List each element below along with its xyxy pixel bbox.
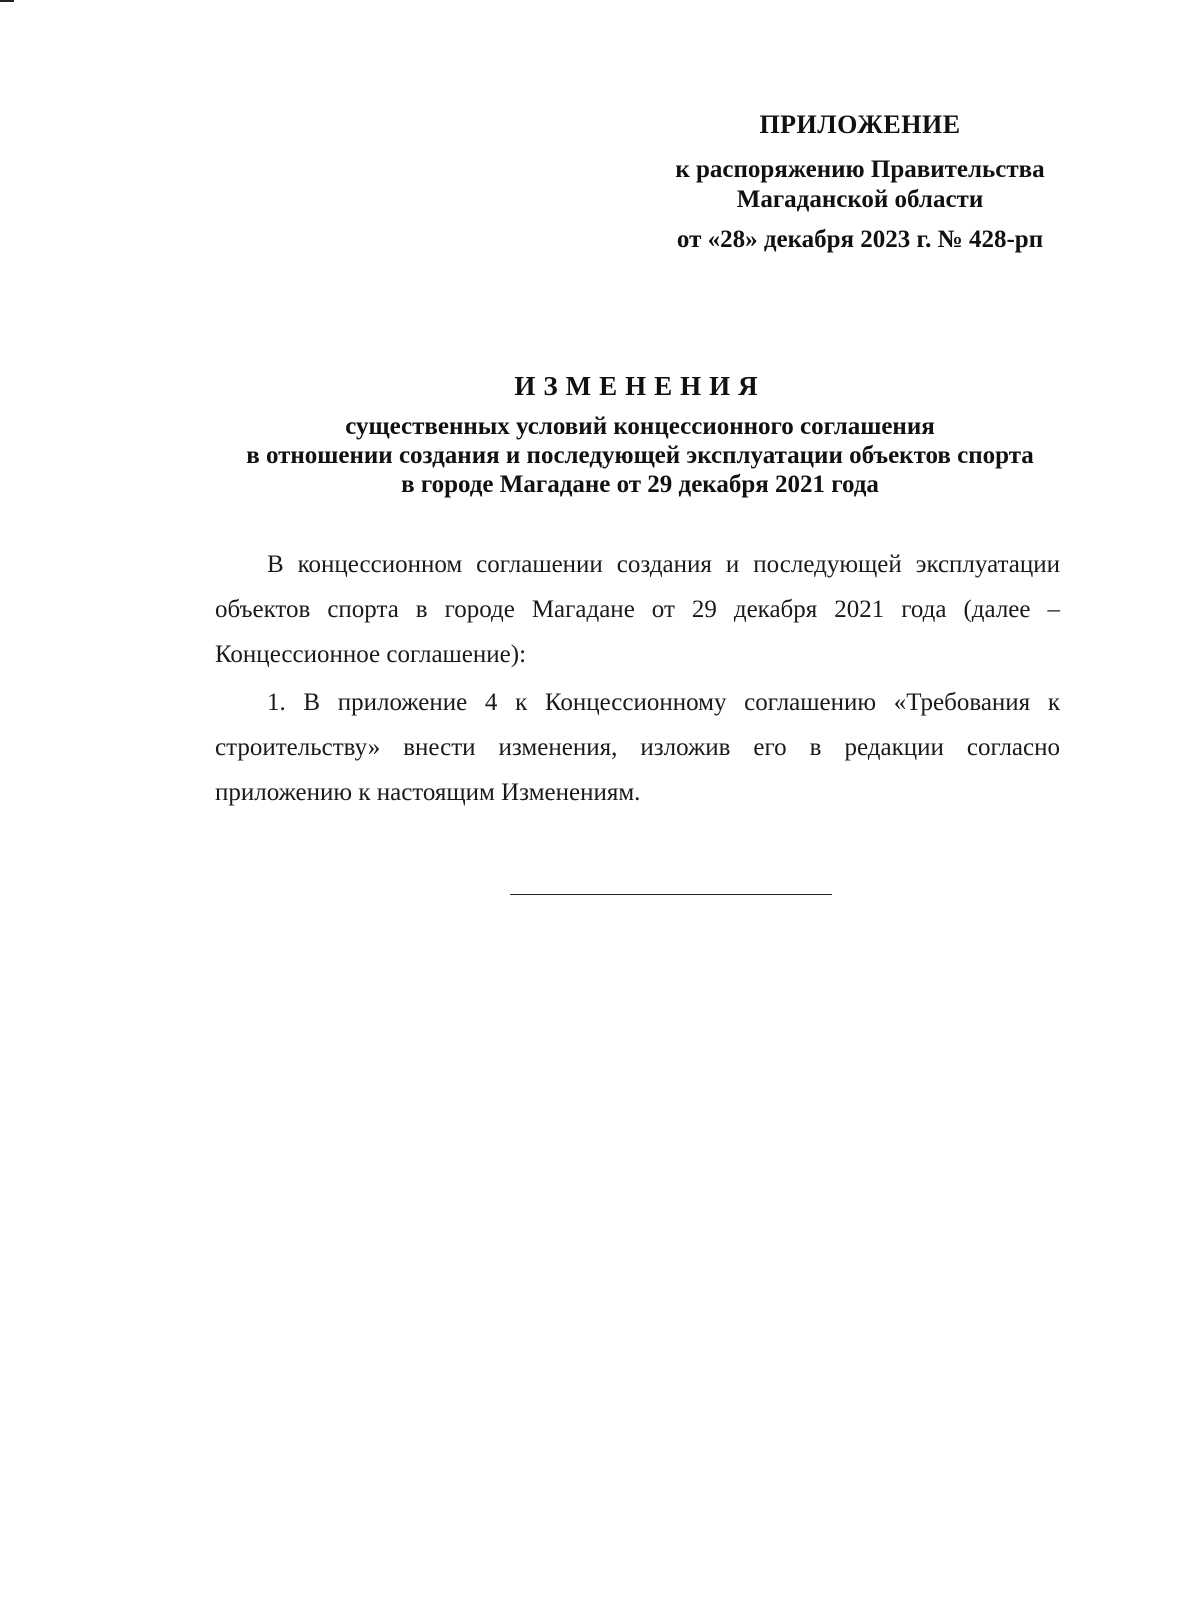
subtitle-line-3: в городе Магадане от 29 декабря 2021 года — [401, 471, 879, 498]
body-paragraph-2: 1. В приложение 4 к Концессионному соглашению «Требования к строительству» внести изменения, изложив его в редакции согласно приложению к настоящим Изменениям. — [215, 689, 1060, 806]
subtitle-line-2: в отношении создания и последующей эксплуатации объектов спорта — [246, 442, 1034, 469]
appendix-reference — [640, 155, 1080, 215]
body-paragraph-1: В концессионном соглашении создания и последующей эксплуатации объектов спорта в городе Магадане от 29 декабря 2021 года (далее – Концессионное соглашение): — [215, 551, 1060, 668]
scan-mark — [0, 0, 14, 2]
appendix-date: от «28» декабря 2023 г. № 428-рп — [676, 226, 1044, 253]
appendix-reference-line-1: к распоряжению Правительства — [675, 156, 1045, 183]
subtitle-line-1: существенных условий концессионного соглашения — [345, 413, 935, 440]
end-divider — [510, 894, 832, 895]
appendix-title: ПРИЛОЖЕНИЕ — [759, 110, 961, 139]
appendix-reference-line-2: Магаданской области — [736, 186, 984, 213]
document-subtitle — [150, 412, 1130, 499]
document-title: ИЗМЕНЕНИЯ — [514, 371, 766, 401]
